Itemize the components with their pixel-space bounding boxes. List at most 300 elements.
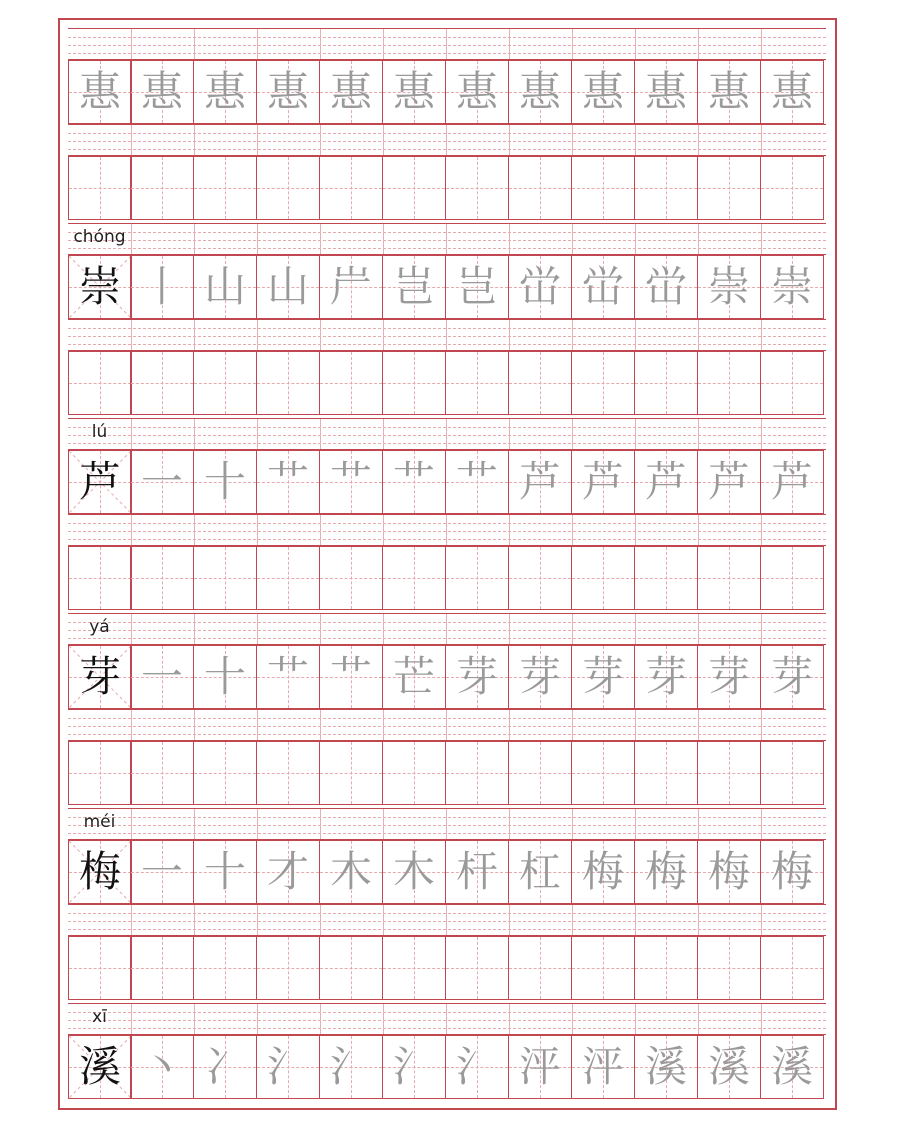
- pinyin-column-divider: [698, 320, 699, 350]
- pinyin-column-divider: [635, 614, 636, 644]
- tianzige-cell[interactable]: [634, 741, 698, 805]
- tianzige-cell[interactable]: [571, 255, 635, 319]
- tianzige-cell[interactable]: [697, 450, 761, 514]
- cell-vertical-guide: [477, 352, 478, 414]
- character-grid-row: [68, 255, 826, 319]
- stroke-order-character: 芦: [770, 457, 813, 506]
- tianzige-cell[interactable]: [193, 351, 257, 415]
- tianzige-cell[interactable]: [508, 450, 572, 514]
- pinyin-column-divider: [635, 29, 636, 59]
- tianzige-cell[interactable]: [760, 351, 824, 415]
- tianzige-cell[interactable]: [697, 351, 761, 415]
- tianzige-cell[interactable]: [445, 60, 509, 124]
- tianzige-cell[interactable]: [508, 741, 572, 805]
- cell-vertical-guide: [162, 157, 163, 219]
- tianzige-cell[interactable]: [193, 1035, 257, 1099]
- cell-vertical-guide: [603, 937, 604, 999]
- pinyin-column-divider: [194, 29, 195, 59]
- pinyin-guide-line: [68, 149, 826, 150]
- tianzige-cell[interactable]: [319, 936, 383, 1000]
- stroke-order-character: 丨: [140, 262, 183, 311]
- pinyin-guide-line: [68, 45, 826, 46]
- stroke-order-character: 梅: [707, 847, 750, 896]
- cell-vertical-guide: [792, 547, 793, 609]
- pinyin-column-divider: [446, 224, 447, 254]
- pinyin-column-divider: [446, 614, 447, 644]
- cell-vertical-guide: [225, 352, 226, 414]
- tianzige-cell[interactable]: [760, 936, 824, 1000]
- tianzige-cell[interactable]: [319, 60, 383, 124]
- tianzige-cell[interactable]: [256, 840, 320, 904]
- tianzige-cell[interactable]: [382, 60, 446, 124]
- pinyin-column-divider: [572, 419, 573, 449]
- stroke-order-character: 芦: [644, 457, 687, 506]
- tianzige-cell[interactable]: [130, 450, 194, 514]
- tianzige-cell[interactable]: [256, 546, 320, 610]
- pinyin-column-divider: [194, 320, 195, 350]
- pinyin-column-divider: [446, 320, 447, 350]
- tianzige-cell[interactable]: [445, 936, 509, 1000]
- tianzige-cell[interactable]: [68, 645, 132, 709]
- pinyin-column-divider: [131, 320, 132, 350]
- pinyin-column-divider: [446, 29, 447, 59]
- cell-vertical-guide: [729, 352, 730, 414]
- tianzige-cell[interactable]: [256, 156, 320, 220]
- tianzige-cell[interactable]: [760, 741, 824, 805]
- tianzige-cell[interactable]: [382, 546, 446, 610]
- tianzige-cell[interactable]: [508, 1035, 572, 1099]
- pinyin-column-divider: [257, 29, 258, 59]
- tianzige-cell[interactable]: [697, 741, 761, 805]
- cell-vertical-guide: [729, 157, 730, 219]
- tianzige-cell[interactable]: [193, 645, 257, 709]
- tianzige-cell[interactable]: [634, 156, 698, 220]
- stroke-order-character: 芽: [707, 652, 750, 701]
- tianzige-cell[interactable]: [445, 645, 509, 709]
- cell-vertical-guide: [225, 742, 226, 804]
- pinyin-column-divider: [761, 710, 762, 740]
- tianzige-cell[interactable]: [68, 450, 132, 514]
- pinyin-guide-line: [68, 539, 826, 540]
- tianzige-cell[interactable]: [508, 840, 572, 904]
- pinyin-column-divider: [320, 809, 321, 839]
- pinyin-guide-line: [68, 833, 826, 834]
- tianzige-cell[interactable]: [634, 936, 698, 1000]
- tianzige-cell[interactable]: [382, 840, 446, 904]
- tianzige-cell[interactable]: [382, 645, 446, 709]
- stroke-order-character: 艹: [392, 457, 435, 506]
- stroke-order-character: 氵: [455, 1042, 498, 1091]
- stroke-order-character: 岂: [392, 262, 435, 311]
- pinyin-column-divider: [761, 320, 762, 350]
- tianzige-cell[interactable]: [634, 351, 698, 415]
- tianzige-cell[interactable]: [256, 351, 320, 415]
- blank-grid-row: [68, 936, 826, 1000]
- stroke-order-character: 一: [140, 652, 183, 701]
- pinyin-column-divider: [761, 29, 762, 59]
- pinyin-column-divider: [257, 419, 258, 449]
- tianzige-cell[interactable]: [256, 1035, 320, 1099]
- tianzige-cell[interactable]: [760, 840, 824, 904]
- pinyin-band: [68, 319, 826, 351]
- tianzige-cell[interactable]: [571, 840, 635, 904]
- tianzige-cell[interactable]: [571, 546, 635, 610]
- tianzige-cell[interactable]: [130, 741, 194, 805]
- tianzige-cell[interactable]: [193, 741, 257, 805]
- pinyin-band: [68, 418, 826, 450]
- cell-vertical-guide: [603, 157, 604, 219]
- character-grid-row: [68, 1035, 826, 1099]
- tianzige-cell[interactable]: [697, 936, 761, 1000]
- pinyin-guide-line: [68, 1020, 826, 1021]
- pinyin-column-divider: [320, 710, 321, 740]
- tianzige-cell[interactable]: [256, 741, 320, 805]
- tianzige-cell[interactable]: [193, 156, 257, 220]
- stroke-order-character: 艹: [266, 457, 309, 506]
- pinyin-column-divider: [509, 320, 510, 350]
- pinyin-label: xī: [92, 1007, 107, 1027]
- stroke-order-character: 丶: [140, 1042, 183, 1091]
- pinyin-column-divider: [698, 224, 699, 254]
- tianzige-cell[interactable]: [508, 645, 572, 709]
- tianzige-cell[interactable]: [445, 741, 509, 805]
- tianzige-cell[interactable]: [508, 60, 572, 124]
- stroke-order-character: 氵: [392, 1042, 435, 1091]
- tianzige-cell[interactable]: [445, 450, 509, 514]
- stroke-order-character: 芦: [707, 457, 750, 506]
- stroke-order-character: 艹: [455, 457, 498, 506]
- tianzige-cell[interactable]: [193, 450, 257, 514]
- cell-vertical-guide: [288, 742, 289, 804]
- tianzige-cell[interactable]: [571, 936, 635, 1000]
- tianzige-cell[interactable]: [508, 156, 572, 220]
- tianzige-cell[interactable]: [760, 645, 824, 709]
- cell-vertical-guide: [792, 157, 793, 219]
- pinyin-band: [68, 808, 826, 840]
- tianzige-cell[interactable]: [130, 546, 194, 610]
- tianzige-cell[interactable]: [319, 741, 383, 805]
- pinyin-band: [68, 709, 826, 741]
- pinyin-column-divider: [320, 320, 321, 350]
- tianzige-cell[interactable]: [130, 351, 194, 415]
- pinyin-column-divider: [761, 614, 762, 644]
- stroke-order-character: 山: [266, 262, 309, 311]
- tianzige-cell[interactable]: [760, 255, 824, 319]
- stroke-order-character: 崇: [770, 262, 813, 311]
- pinyin-column-divider: [383, 320, 384, 350]
- tianzige-cell[interactable]: [445, 351, 509, 415]
- tianzige-cell[interactable]: [760, 156, 824, 220]
- tianzige-cell[interactable]: [445, 840, 509, 904]
- pinyin-guide-line: [68, 630, 826, 631]
- pinyin-column-divider: [572, 515, 573, 545]
- tianzige-cell[interactable]: [130, 60, 194, 124]
- model-character: 惠: [78, 67, 121, 116]
- tianzige-cell[interactable]: [193, 936, 257, 1000]
- pinyin-column-divider: [257, 125, 258, 155]
- pinyin-column-divider: [635, 1004, 636, 1034]
- stroke-order-character: 才: [266, 847, 309, 896]
- pinyin-column-divider: [761, 515, 762, 545]
- tianzige-cell[interactable]: [319, 645, 383, 709]
- pinyin-column-divider: [194, 905, 195, 935]
- pinyin-column-divider: [257, 320, 258, 350]
- cell-vertical-guide: [351, 742, 352, 804]
- tianzige-cell[interactable]: [319, 156, 383, 220]
- tianzige-cell[interactable]: [697, 546, 761, 610]
- tianzige-cell[interactable]: [382, 741, 446, 805]
- stroke-order-character: 崇: [707, 262, 750, 311]
- stroke-order-character: 峃: [581, 262, 624, 311]
- pinyin-column-divider: [761, 224, 762, 254]
- tianzige-cell[interactable]: [571, 156, 635, 220]
- tianzige-cell[interactable]: [571, 450, 635, 514]
- tianzige-cell[interactable]: [697, 645, 761, 709]
- pinyin-column-divider: [509, 125, 510, 155]
- pinyin-column-divider: [698, 1004, 699, 1034]
- tianzige-cell[interactable]: [68, 1035, 132, 1099]
- pinyin-column-divider: [131, 1004, 132, 1034]
- tianzige-cell[interactable]: [508, 255, 572, 319]
- tianzige-cell[interactable]: [319, 546, 383, 610]
- pinyin-column-divider: [698, 905, 699, 935]
- pinyin-column-divider: [131, 905, 132, 935]
- character-grid-row: [68, 840, 826, 904]
- cell-vertical-guide: [414, 352, 415, 414]
- tianzige-cell[interactable]: [571, 645, 635, 709]
- pinyin-column-divider: [572, 125, 573, 155]
- stroke-order-character: 惠: [644, 67, 687, 116]
- cell-vertical-guide: [351, 937, 352, 999]
- tianzige-cell[interactable]: [571, 1035, 635, 1099]
- cell-vertical-guide: [162, 352, 163, 414]
- pinyin-band: [68, 613, 826, 645]
- stroke-order-character: 十: [203, 847, 246, 896]
- pinyin-guide-line: [68, 53, 826, 54]
- pinyin-column-divider: [320, 125, 321, 155]
- stroke-order-character: 惠: [707, 67, 750, 116]
- cell-vertical-guide: [477, 742, 478, 804]
- tianzige-cell[interactable]: [130, 936, 194, 1000]
- tianzige-cell[interactable]: [68, 255, 132, 319]
- stroke-order-character: 芽: [644, 652, 687, 701]
- pinyin-column-divider: [194, 419, 195, 449]
- pinyin-column-divider: [698, 515, 699, 545]
- stroke-order-character: 惠: [266, 67, 309, 116]
- pinyin-column-divider: [572, 809, 573, 839]
- tianzige-cell[interactable]: [193, 60, 257, 124]
- pinyin-guide-line: [68, 817, 826, 818]
- cell-vertical-guide: [666, 742, 667, 804]
- tianzige-cell[interactable]: [634, 645, 698, 709]
- pinyin-guide-line: [68, 240, 826, 241]
- tianzige-cell[interactable]: [571, 741, 635, 805]
- cell-vertical-guide: [729, 547, 730, 609]
- tianzige-cell[interactable]: [382, 351, 446, 415]
- stroke-order-character: 惠: [140, 67, 183, 116]
- tianzige-cell[interactable]: [68, 741, 132, 805]
- tianzige-cell[interactable]: [697, 60, 761, 124]
- tianzige-cell[interactable]: [193, 546, 257, 610]
- tianzige-cell[interactable]: [382, 450, 446, 514]
- cell-vertical-guide: [288, 157, 289, 219]
- stroke-order-character: 十: [203, 457, 246, 506]
- tianzige-cell[interactable]: [68, 60, 132, 124]
- tianzige-cell[interactable]: [68, 840, 132, 904]
- blank-grid-row: [68, 156, 826, 220]
- cell-vertical-guide: [225, 547, 226, 609]
- tianzige-cell[interactable]: [319, 450, 383, 514]
- tianzige-cell[interactable]: [130, 156, 194, 220]
- cell-vertical-guide: [162, 937, 163, 999]
- pinyin-column-divider: [131, 515, 132, 545]
- tianzige-cell[interactable]: [382, 156, 446, 220]
- pinyin-column-divider: [509, 710, 510, 740]
- pinyin-column-divider: [509, 419, 510, 449]
- pinyin-column-divider: [383, 515, 384, 545]
- pinyin-guide-line: [68, 929, 826, 930]
- pinyin-column-divider: [194, 1004, 195, 1034]
- stroke-order-character: 艹: [329, 652, 372, 701]
- tianzige-cell[interactable]: [319, 351, 383, 415]
- tianzige-cell[interactable]: [697, 840, 761, 904]
- model-character: 芦: [78, 457, 121, 506]
- tianzige-cell[interactable]: [382, 1035, 446, 1099]
- pinyin-guide-line: [68, 726, 826, 727]
- pinyin-column-divider: [320, 614, 321, 644]
- tianzige-cell[interactable]: [382, 255, 446, 319]
- tianzige-cell[interactable]: [130, 1035, 194, 1099]
- stroke-order-character: 一: [140, 457, 183, 506]
- tianzige-cell[interactable]: [445, 156, 509, 220]
- tianzige-cell[interactable]: [445, 546, 509, 610]
- tianzige-cell[interactable]: [634, 255, 698, 319]
- tianzige-cell[interactable]: [760, 1035, 824, 1099]
- pinyin-label: chóng: [73, 227, 126, 247]
- stroke-order-character: 芽: [770, 652, 813, 701]
- tianzige-cell[interactable]: [68, 546, 132, 610]
- tianzige-cell[interactable]: [508, 351, 572, 415]
- tianzige-cell[interactable]: [508, 936, 572, 1000]
- tianzige-cell[interactable]: [634, 1035, 698, 1099]
- tianzige-cell[interactable]: [697, 255, 761, 319]
- pinyin-column-divider: [761, 125, 762, 155]
- tianzige-cell[interactable]: [256, 255, 320, 319]
- pinyin-band: [68, 223, 826, 255]
- tianzige-cell[interactable]: [445, 1035, 509, 1099]
- tianzige-cell[interactable]: [760, 60, 824, 124]
- tianzige-cell[interactable]: [697, 156, 761, 220]
- tianzige-cell[interactable]: [68, 351, 132, 415]
- tianzige-cell[interactable]: [319, 1035, 383, 1099]
- tianzige-cell[interactable]: [256, 60, 320, 124]
- tianzige-cell[interactable]: [256, 450, 320, 514]
- tianzige-cell[interactable]: [697, 1035, 761, 1099]
- cell-vertical-guide: [729, 937, 730, 999]
- pinyin-column-divider: [383, 419, 384, 449]
- pinyin-column-divider: [257, 809, 258, 839]
- stroke-order-character: 芽: [455, 652, 498, 701]
- cell-vertical-guide: [729, 742, 730, 804]
- pinyin-guide-line: [68, 232, 826, 233]
- cell-vertical-guide: [603, 352, 604, 414]
- pinyin-column-divider: [635, 125, 636, 155]
- model-character: 溪: [78, 1042, 121, 1091]
- tianzige-cell[interactable]: [634, 450, 698, 514]
- tianzige-cell[interactable]: [130, 840, 194, 904]
- stroke-order-character: 芒: [392, 652, 435, 701]
- pinyin-column-divider: [257, 614, 258, 644]
- cell-vertical-guide: [477, 937, 478, 999]
- tianzige-cell[interactable]: [256, 936, 320, 1000]
- pinyin-column-divider: [257, 905, 258, 935]
- tianzige-cell[interactable]: [319, 840, 383, 904]
- tianzige-cell[interactable]: [508, 546, 572, 610]
- pinyin-column-divider: [446, 809, 447, 839]
- tianzige-cell[interactable]: [571, 60, 635, 124]
- tianzige-cell[interactable]: [382, 936, 446, 1000]
- blank-grid-row: [68, 351, 826, 415]
- pinyin-column-divider: [635, 515, 636, 545]
- pinyin-guide-line: [68, 435, 826, 436]
- tianzige-cell[interactable]: [760, 546, 824, 610]
- pinyin-column-divider: [509, 515, 510, 545]
- tianzige-cell[interactable]: [193, 255, 257, 319]
- pinyin-column-divider: [635, 905, 636, 935]
- tianzige-cell[interactable]: [68, 156, 132, 220]
- stroke-order-character: 艹: [266, 652, 309, 701]
- stroke-order-character: 屵: [329, 262, 372, 311]
- tianzige-cell[interactable]: [634, 840, 698, 904]
- pinyin-guide-line: [68, 921, 826, 922]
- cell-vertical-guide: [540, 157, 541, 219]
- pinyin-column-divider: [131, 419, 132, 449]
- tianzige-cell[interactable]: [571, 351, 635, 415]
- cell-vertical-guide: [351, 157, 352, 219]
- stroke-order-character: 惠: [203, 67, 246, 116]
- tianzige-cell[interactable]: [634, 60, 698, 124]
- stroke-order-character: 杠: [518, 847, 561, 896]
- pinyin-guide-line: [68, 141, 826, 142]
- stroke-order-character: 溪: [770, 1042, 813, 1091]
- stroke-order-character: 杆: [455, 847, 498, 896]
- pinyin-band: [68, 1003, 826, 1035]
- cell-vertical-guide: [666, 937, 667, 999]
- pinyin-column-divider: [698, 125, 699, 155]
- pinyin-band: [68, 28, 826, 60]
- tianzige-cell[interactable]: [130, 645, 194, 709]
- tianzige-cell[interactable]: [445, 255, 509, 319]
- cell-vertical-guide: [414, 547, 415, 609]
- cell-vertical-guide: [540, 352, 541, 414]
- stroke-order-character: 惠: [329, 67, 372, 116]
- cell-vertical-guide: [792, 352, 793, 414]
- pinyin-column-divider: [131, 809, 132, 839]
- stroke-order-character: 峃: [518, 262, 561, 311]
- tianzige-cell[interactable]: [256, 645, 320, 709]
- cell-vertical-guide: [540, 937, 541, 999]
- tianzige-cell[interactable]: [68, 936, 132, 1000]
- pinyin-guide-line: [68, 718, 826, 719]
- pinyin-column-divider: [698, 614, 699, 644]
- tianzige-cell[interactable]: [130, 255, 194, 319]
- tianzige-cell[interactable]: [193, 840, 257, 904]
- stroke-order-character: 溪: [707, 1042, 750, 1091]
- tianzige-cell[interactable]: [319, 255, 383, 319]
- tianzige-cell[interactable]: [760, 450, 824, 514]
- cell-vertical-guide: [666, 352, 667, 414]
- tianzige-cell[interactable]: [634, 546, 698, 610]
